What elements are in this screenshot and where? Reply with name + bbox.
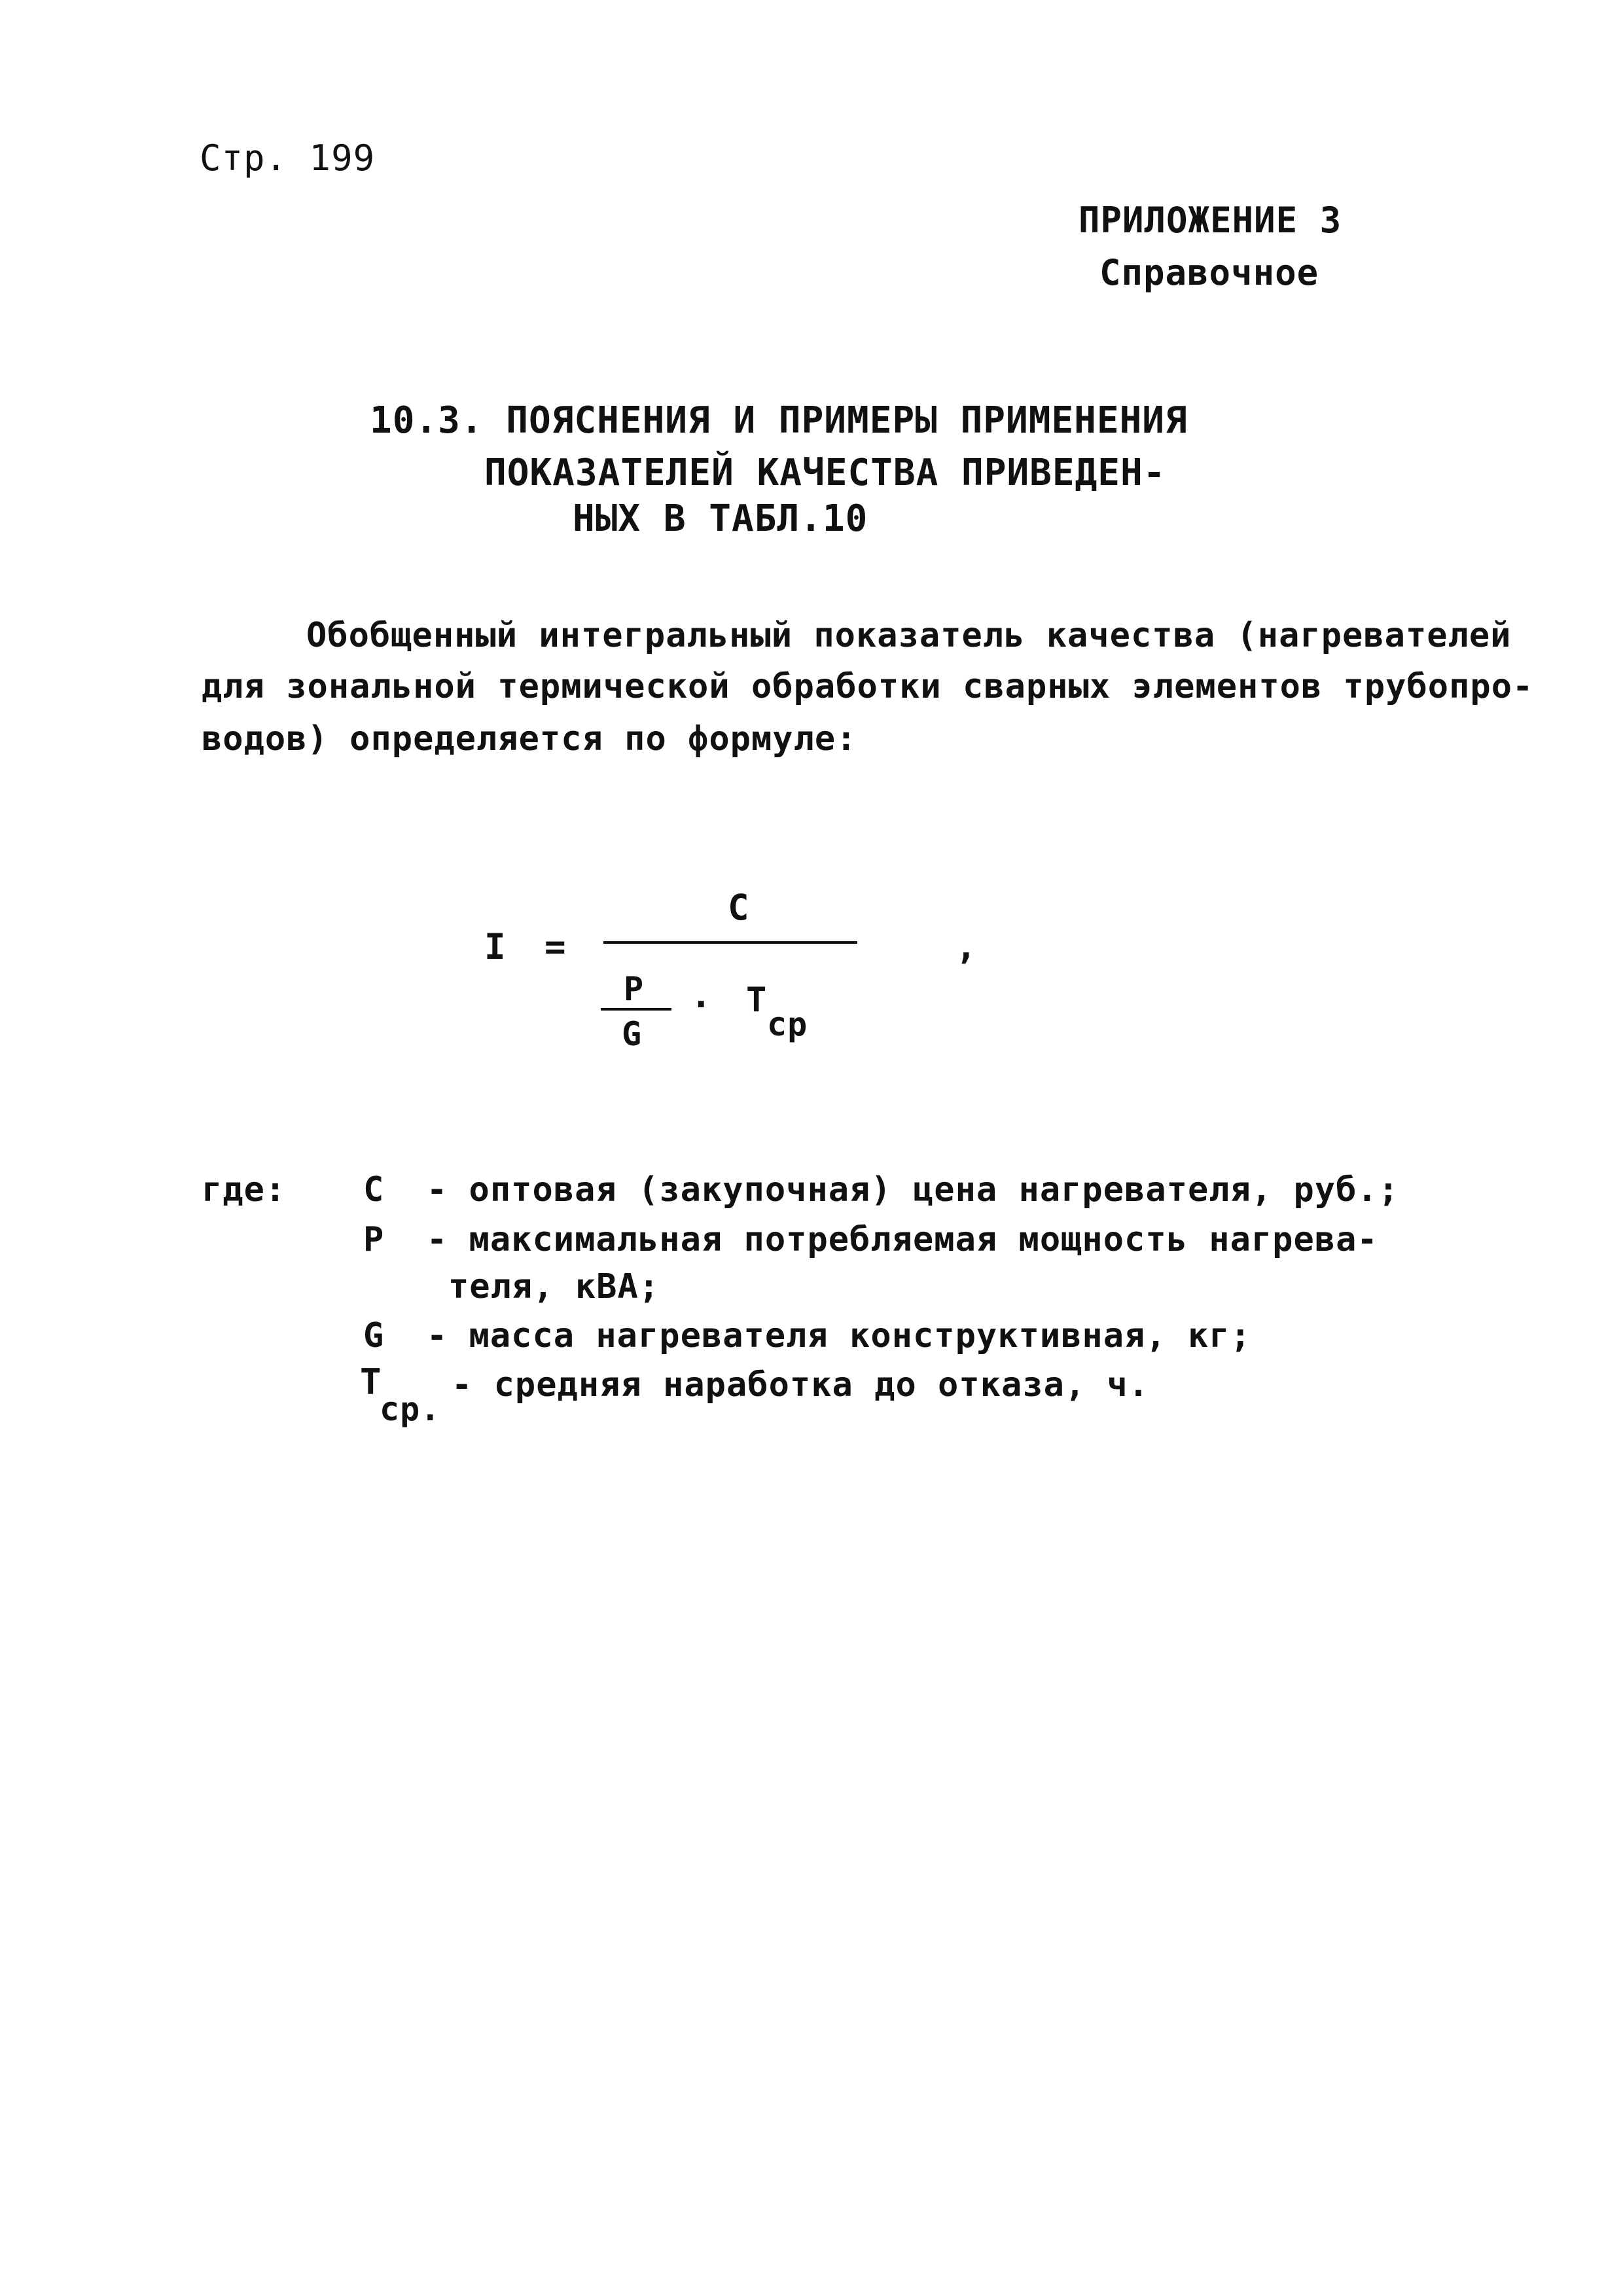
legend-item-t-text: - средняя наработка до отказа, ч. [452,1365,1150,1405]
legend-item-c: C - оптовая (закупочная) цена нагревателя, руб.; [363,1170,1400,1210]
formula-denominator-t: T [746,980,768,1020]
formula-fraction-bar [603,941,857,944]
formula-comma: , [955,926,978,967]
formula-denominator-g: G [622,1015,643,1053]
section-heading-line-1: 10.3. ПОЯСНЕНИЯ И ПРИМЕРЫ ПРИМЕНЕНИЯ [370,399,1188,442]
formula-denominator-t-subscript: cp [767,1005,808,1043]
legend-item-p-continued: теля, кВА; [448,1267,660,1306]
formula-denominator-p: P [624,970,645,1008]
paragraph-line-1: Обобщенный интегральный показатель качества (нагревателей [306,616,1512,655]
paragraph-line-3: водов) определяется по формуле: [202,719,857,759]
appendix-title: ПРИЛОЖЕНИЕ 3 [1079,200,1342,241]
legend-item-g: G - масса нагревателя конструктивная, кг; [363,1316,1251,1355]
legend-item-t-symbol: T [360,1361,382,1403]
formula-lhs: I [484,926,507,967]
page-number: Стр. 199 [200,137,376,179]
legend-item-p: P - максимальная потребляемая мощность нагрева- [363,1220,1378,1259]
formula-inner-fraction-bar [601,1008,671,1011]
legend-item-t-subscript: ср. [380,1390,441,1428]
paragraph-line-2: для зональной термической обработки сварных элементов трубопро- [202,667,1534,706]
legend-label: где: [202,1170,287,1210]
section-heading-line-3: НЫХ В ТАБЛ.10 [573,497,868,540]
formula-equals: = [544,926,567,967]
section-heading-line-2: ПОКАЗАТЕЛЕЙ КАЧЕСТВА ПРИВЕДЕН- [484,452,1166,494]
appendix-subtitle: Справочное [1099,252,1319,293]
formula-numerator: C [728,887,750,928]
formula-multiply-dot: · [690,984,713,1025]
